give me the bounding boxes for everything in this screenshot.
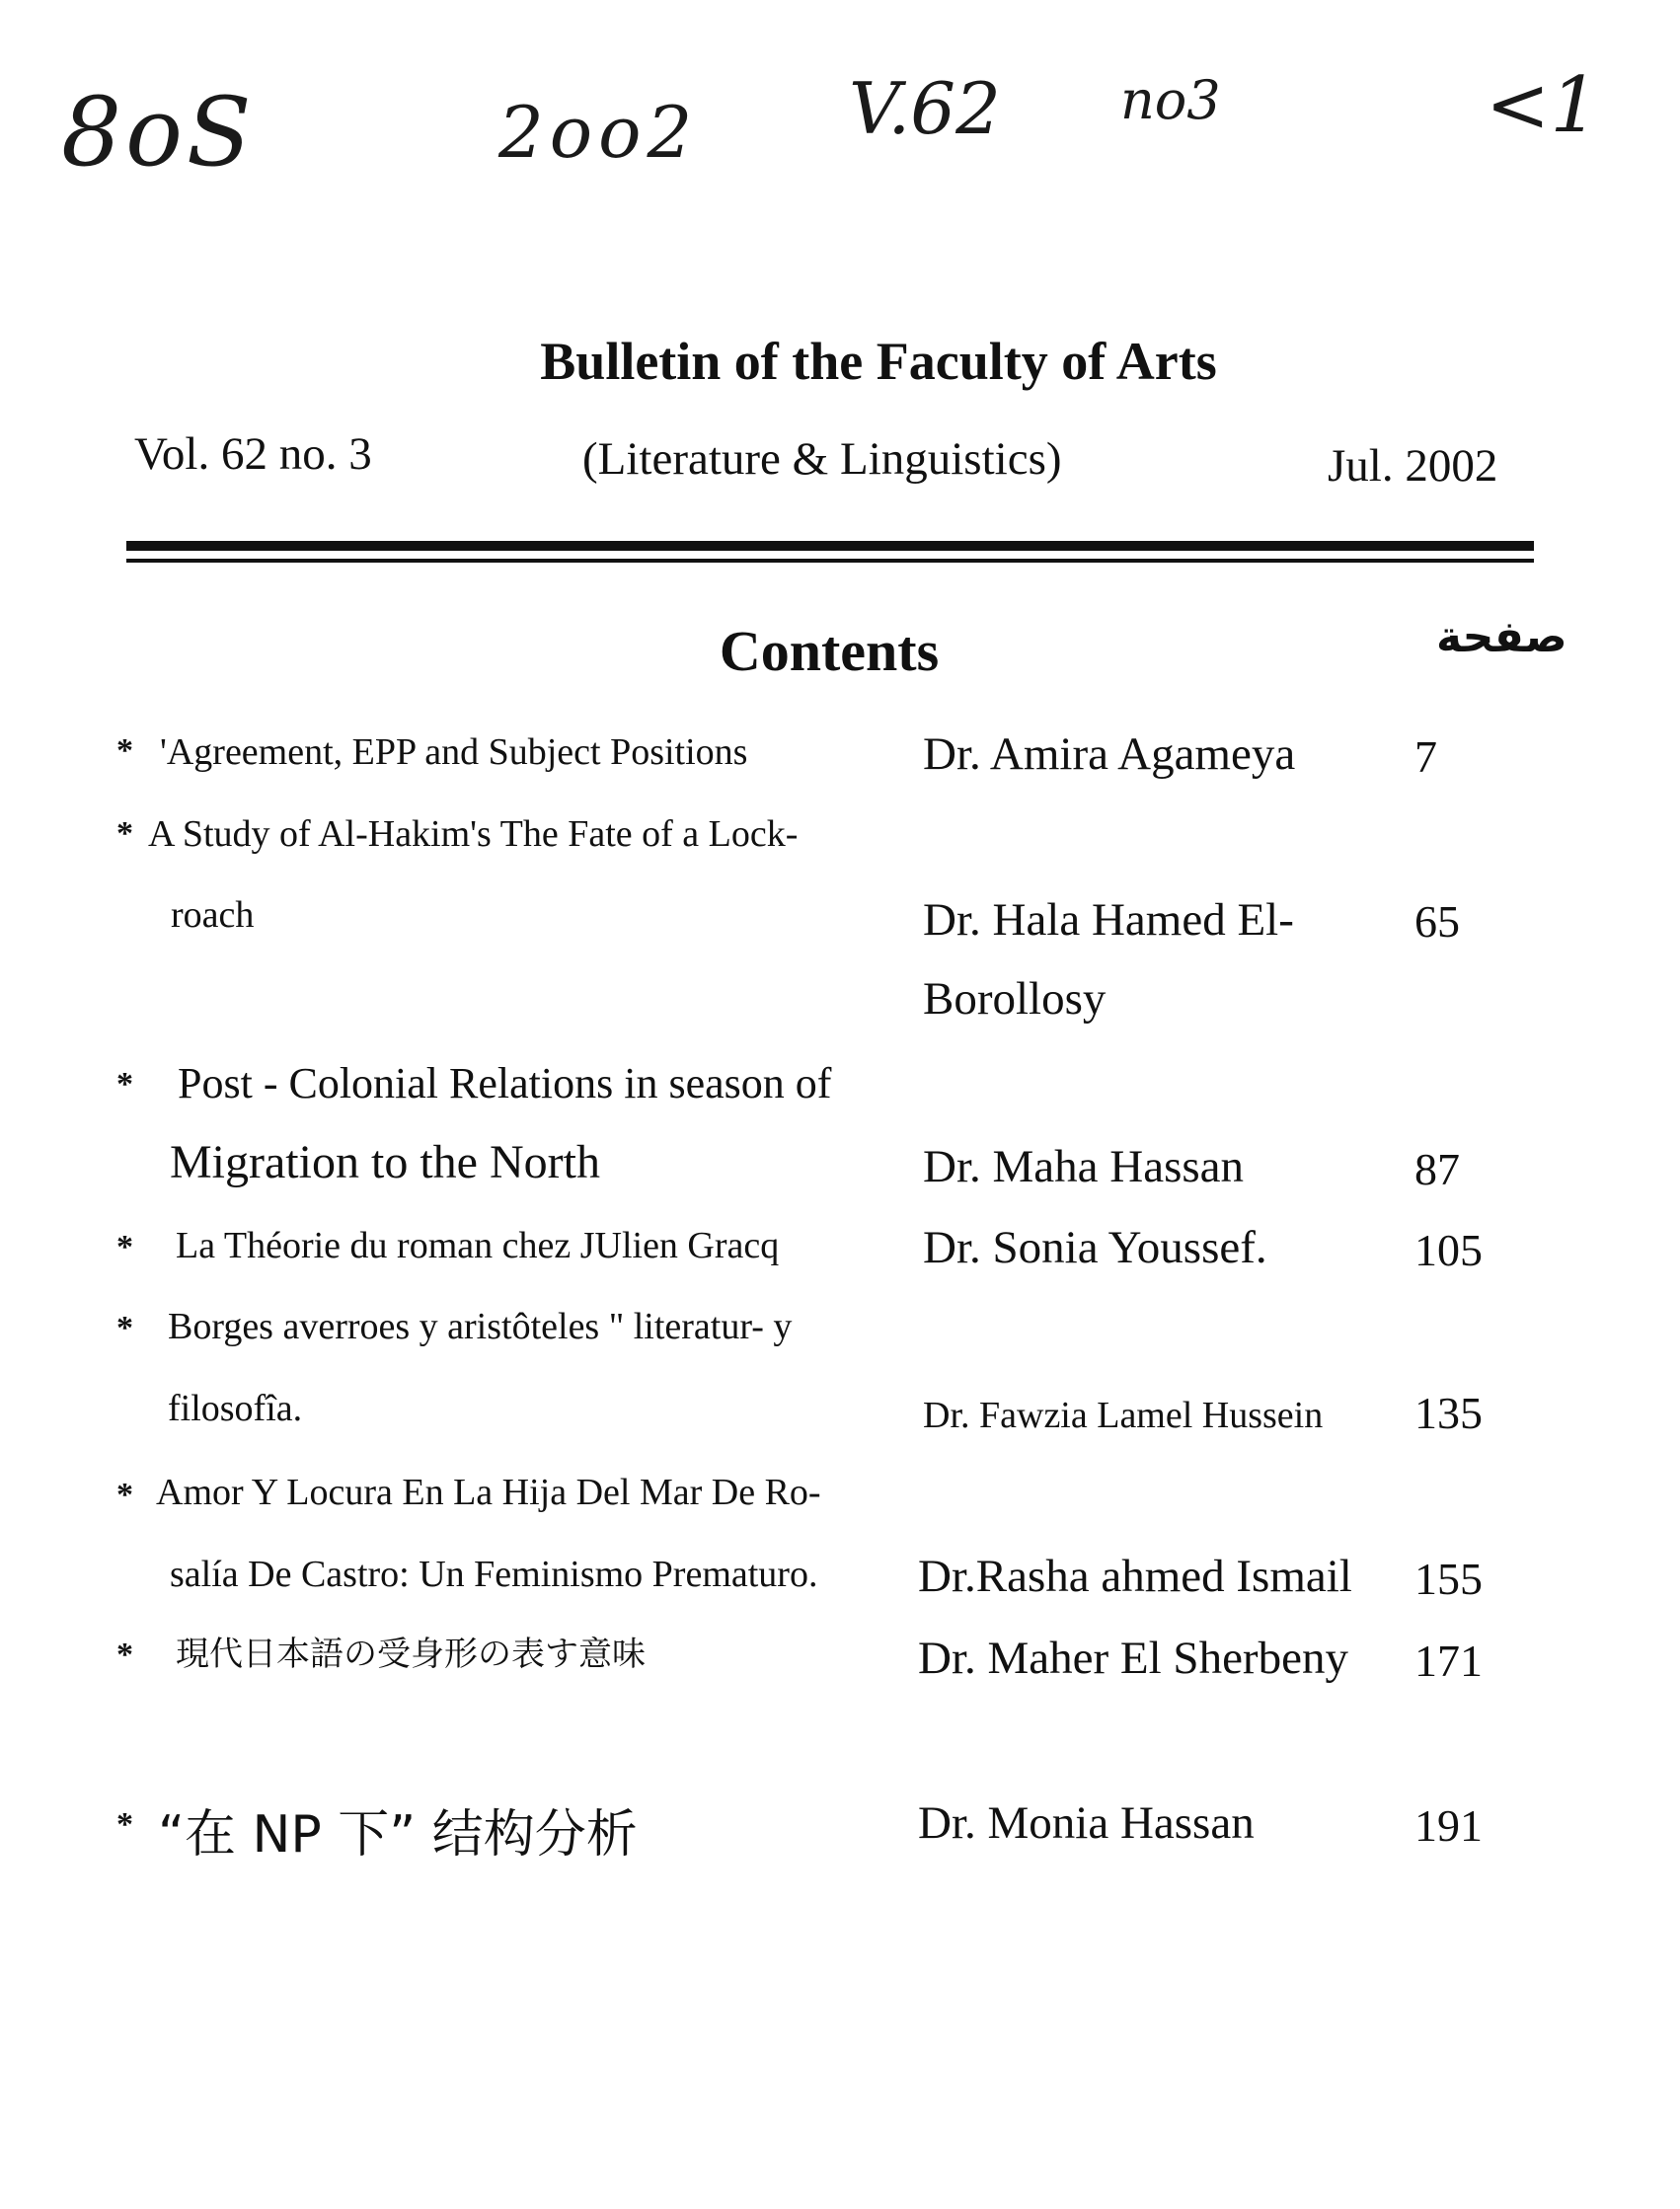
header-rule-thin [126, 559, 1534, 563]
entry-title: Amor Y Locura En La Hija Del Mar De Ro- [156, 1472, 821, 1513]
handwritten-call-number-1: 8oS [61, 77, 256, 188]
entry-author: Dr. Sonia Youssef. [923, 1222, 1267, 1273]
entry-title: 現代日本語の受身形の表す意味 [176, 1635, 646, 1674]
entry-bullet: * [116, 815, 133, 852]
entry-page: 65 [1414, 896, 1460, 947]
entry-author: Dr. Fawzia Lamel Hussein [923, 1395, 1324, 1436]
entry-page: 191 [1414, 1800, 1483, 1851]
entry-bullet: * [116, 1477, 133, 1513]
entry-author-cont: Borollosy [923, 973, 1107, 1025]
entry-bullet: * [116, 732, 133, 769]
entry-title-cont: filosofîa. [168, 1388, 303, 1429]
issue-date: Jul. 2002 [1328, 440, 1498, 492]
entry-title: “在 NP 下” 结构分析 [158, 1805, 638, 1865]
entry-author: Dr. Monia Hassan [918, 1797, 1255, 1849]
handwritten-call-number-2: 2oo2 [498, 91, 699, 174]
entry-bullet: * [116, 1229, 133, 1265]
entry-author: Dr. Hala Hamed El- [923, 894, 1294, 946]
entry-title: 'Agreement, EPP and Subject Positions [160, 731, 748, 773]
journal-title: Bulletin of the Faculty of Arts [540, 332, 1217, 391]
header-rule-thick [126, 541, 1534, 551]
series-name: (Literature & Linguistics) [582, 433, 1062, 485]
contents-heading: Contents [719, 619, 940, 683]
entry-bullet: * [116, 1066, 133, 1103]
entry-title: La Théorie du roman chez JUlien Gracq [176, 1225, 780, 1266]
page-column-label: صفحة [1436, 612, 1567, 662]
entry-title-cont: Migration to the North [170, 1136, 600, 1188]
entry-bullet: * [116, 1637, 133, 1673]
entry-title-cont: roach [171, 894, 255, 936]
entry-title: A Study of Al-Hakim's The Fate of a Lock- [148, 813, 799, 855]
entry-author: Dr. Maher El Sherbeny [918, 1633, 1348, 1684]
entry-title: Post - Colonial Relations in season of [178, 1059, 832, 1107]
entry-page: 171 [1414, 1636, 1483, 1686]
entry-author: Dr.Rasha ahmed Ismail [918, 1551, 1352, 1602]
entry-title-cont: salía De Castro: Un Feminismo Prematuro. [170, 1554, 818, 1595]
entry-page: 87 [1414, 1144, 1460, 1194]
handwritten-call-number-5: <1 [1486, 61, 1599, 150]
handwritten-call-number-4: no3 [1120, 69, 1221, 131]
entry-bullet: * [116, 1310, 133, 1346]
entry-author: Dr. Amira Agameya [923, 728, 1296, 780]
entry-bullet: * [116, 1806, 133, 1843]
handwritten-call-number-3: V.62 [849, 67, 1001, 150]
entry-page: 155 [1414, 1554, 1483, 1604]
entry-page: 135 [1414, 1388, 1483, 1438]
entry-page: 7 [1414, 731, 1437, 782]
volume-number: Vol. 62 no. 3 [134, 428, 372, 480]
entry-author: Dr. Maha Hassan [923, 1141, 1245, 1192]
entry-title: Borges averroes y aristôteles " literatur- y [168, 1306, 793, 1347]
entry-page: 105 [1414, 1225, 1483, 1275]
